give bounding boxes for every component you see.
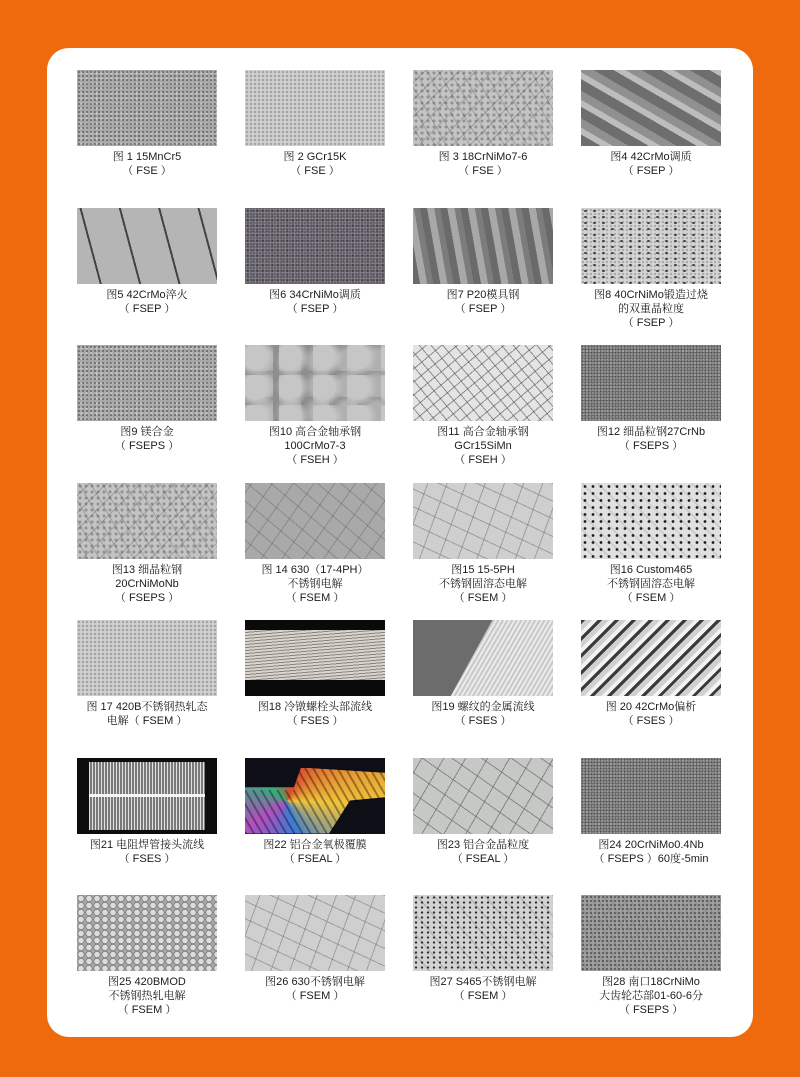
micrograph-image — [245, 620, 385, 696]
caption-line: （ FSES ） — [118, 852, 176, 865]
micrograph-image — [77, 758, 217, 834]
caption-line: 图26 630不锈钢电解 — [265, 976, 365, 988]
figure-caption — [403, 288, 563, 316]
micrograph-image — [77, 345, 217, 421]
caption-line: （ FSEPS ） — [618, 440, 684, 452]
figure-caption — [403, 838, 563, 866]
figure-cell — [581, 895, 721, 1033]
caption-line: 图22 铝合金氧极覆膜 — [263, 838, 367, 851]
micrograph-detail — [245, 758, 385, 834]
figure-cell — [77, 620, 217, 758]
caption-line: （ FSEPS ）60度-5min — [593, 852, 709, 865]
figure-caption — [403, 975, 563, 1003]
micrograph-grid — [77, 70, 721, 1033]
caption-line: 图6 34CrNiMo调质 — [269, 288, 361, 301]
caption-line: 图9 镁合金 — [120, 426, 174, 438]
figure-cell — [413, 758, 553, 896]
figure-cell — [245, 483, 385, 621]
figure-cell — [245, 345, 385, 483]
micrograph-image — [413, 483, 553, 559]
caption-line: 图 2 GCr15K — [283, 151, 347, 163]
micrograph-image — [581, 70, 721, 146]
caption-line: （ FSEPS ） — [114, 440, 180, 452]
caption-line: 不锈钢热轧电解 — [108, 990, 186, 1002]
figure-cell — [413, 895, 553, 1033]
micrograph-image — [77, 895, 217, 971]
micrograph-image — [245, 70, 385, 146]
figure-cell — [77, 483, 217, 621]
micrograph-image — [245, 758, 385, 834]
caption-line: （ FSE ） — [290, 165, 340, 177]
figure-cell — [77, 345, 217, 483]
figure-caption — [403, 563, 563, 605]
caption-line: 不锈钢固溶态电解 — [607, 577, 695, 590]
figure-caption — [571, 700, 731, 728]
figure-caption — [67, 700, 227, 728]
figure-cell — [245, 758, 385, 896]
content-panel — [47, 48, 753, 1037]
figure-cell — [245, 895, 385, 1033]
micrograph-image — [245, 345, 385, 421]
micrograph-image — [245, 483, 385, 559]
caption-line: 图10 高合金轴承钢 — [268, 426, 362, 438]
figure-caption — [571, 975, 731, 1017]
figure-cell — [581, 758, 721, 896]
figure-cell — [581, 208, 721, 346]
micrograph-image — [245, 208, 385, 284]
figure-cell — [581, 483, 721, 621]
caption-line: （ FSEP ） — [454, 302, 512, 315]
figure-cell — [245, 70, 385, 208]
figure-caption — [571, 150, 731, 178]
caption-line: （ FSE ） — [458, 165, 508, 177]
micrograph-image — [413, 208, 553, 284]
caption-line: 图8 40CrNiMo锻造过烧 — [594, 288, 708, 301]
micrograph-image — [77, 70, 217, 146]
micrograph-image — [413, 895, 553, 971]
caption-line: 大齿轮芯部01-60-6分 — [599, 990, 703, 1002]
micrograph-detail — [245, 620, 385, 630]
caption-line: （ FSEP ） — [622, 316, 680, 329]
caption-line: 图19 螺纹的金属流线 — [431, 701, 535, 713]
figure-cell — [77, 70, 217, 208]
figure-caption — [571, 563, 731, 605]
micrograph-image — [413, 345, 553, 421]
figure-caption — [67, 563, 227, 605]
figure-caption — [235, 975, 395, 1003]
caption-line: 图4 42CrMo调质 — [610, 151, 692, 163]
caption-line: 图11 高合金轴承钢 — [437, 426, 529, 438]
figure-cell — [581, 345, 721, 483]
caption-line: （ FSEM ） — [453, 990, 513, 1002]
micrograph-image — [581, 758, 721, 834]
micrograph-image — [581, 620, 721, 696]
figure-cell — [245, 208, 385, 346]
micrograph-image — [581, 483, 721, 559]
figure-cell — [413, 70, 553, 208]
caption-line: 图 17 420B不锈钢热轧态 — [86, 701, 208, 713]
caption-line: （ FSEPS ） — [114, 591, 180, 604]
caption-line: （ FSES ） — [454, 715, 512, 727]
caption-line: （ FSES ） — [622, 715, 680, 727]
caption-line: （ FSEM ） — [453, 591, 513, 604]
micrograph-image — [413, 620, 553, 696]
figure-caption — [235, 425, 395, 467]
micrograph-image — [77, 620, 217, 696]
figure-caption — [235, 838, 395, 866]
caption-line: 图21 电阻焊管接头流线 — [89, 838, 205, 851]
caption-line: （ FSES ） — [286, 715, 344, 727]
caption-line: （ FSEM ） — [621, 591, 681, 604]
micrograph-image — [581, 895, 721, 971]
caption-line: GCr15SiMn — [454, 440, 512, 452]
caption-line: 图15 15-5PH — [451, 563, 515, 576]
caption-line: 图7 P20模具钢 — [446, 288, 520, 301]
micrograph-image — [413, 70, 553, 146]
figure-caption — [235, 288, 395, 316]
caption-line: 图 1 15MnCr5 — [112, 151, 182, 163]
caption-line: （ FSEM ） — [285, 591, 345, 604]
figure-caption — [403, 150, 563, 178]
caption-line: （ FSE ） — [122, 165, 172, 177]
caption-line: 不锈钢固溶态电解 — [439, 577, 527, 590]
caption-line: （ FSEP ） — [622, 165, 680, 177]
figure-cell — [77, 208, 217, 346]
caption-line: 100CrMo7-3 — [284, 440, 346, 452]
caption-line: 图16 Custom465 — [609, 563, 693, 576]
figure-caption — [67, 150, 227, 178]
caption-line: （ FSEAL ） — [451, 852, 515, 865]
figure-caption — [67, 425, 227, 453]
figure-cell — [413, 483, 553, 621]
caption-line: 图24 20CrNiMo0.4Nb — [598, 838, 704, 851]
figure-caption — [235, 700, 395, 728]
micrograph-image — [77, 208, 217, 284]
caption-line: 图 14 630（17-4PH） — [261, 563, 369, 576]
caption-line: 图27 S465不锈钢电解 — [429, 976, 537, 988]
caption-line: （ FSEH ） — [286, 454, 344, 466]
caption-line: （ FSEPS ） — [618, 1004, 684, 1016]
figure-cell — [245, 620, 385, 758]
micrograph-image — [581, 208, 721, 284]
caption-line: 电解（ FSEM ） — [106, 715, 188, 727]
figure-caption — [571, 838, 731, 866]
figure-caption — [403, 700, 563, 728]
caption-line: 图23 铝合金晶粒度 — [436, 838, 530, 851]
caption-line: 图5 42CrMo淬火 — [106, 288, 188, 301]
caption-line: 图25 420BMOD — [108, 976, 186, 988]
caption-line: 图13 细晶粒钢 — [111, 563, 183, 576]
micrograph-detail — [443, 620, 553, 696]
caption-line: （ FSEM ） — [117, 1004, 177, 1016]
caption-line: 的双重晶粒度 — [618, 302, 684, 315]
figure-cell — [77, 895, 217, 1033]
micrograph-detail — [245, 680, 385, 696]
figure-cell — [413, 208, 553, 346]
caption-line: 图18 冷镦螺栓头部流线 — [257, 701, 373, 713]
caption-line: （ FSEM ） — [285, 990, 345, 1002]
figure-caption — [67, 838, 227, 866]
figure-caption — [235, 150, 395, 178]
figure-caption — [403, 425, 563, 467]
figure-cell — [581, 70, 721, 208]
figure-cell — [413, 620, 553, 758]
caption-line: 图 20 42CrMo偏析 — [605, 701, 697, 713]
caption-line: （ FSEAL ） — [283, 852, 347, 865]
micrograph-image — [245, 895, 385, 971]
figure-caption — [67, 288, 227, 316]
caption-line: 图 3 18CrNiMo7-6 — [438, 151, 528, 163]
micrograph-image — [581, 345, 721, 421]
caption-line: 图12 细晶粒钢27CrNb — [596, 426, 706, 438]
micrograph-image — [413, 758, 553, 834]
caption-line: （ FSEH ） — [454, 454, 512, 466]
caption-line: 不锈钢电解 — [287, 577, 343, 590]
figure-cell — [413, 345, 553, 483]
micrograph-detail — [89, 794, 205, 797]
caption-line: 图28 南口18CrNiMo — [602, 976, 700, 988]
figure-caption — [571, 425, 731, 453]
figure-caption — [571, 288, 731, 330]
caption-line: （ FSEP ） — [118, 302, 176, 315]
micrograph-image — [77, 483, 217, 559]
caption-line: 20CrNiMoNb — [115, 577, 179, 590]
figure-cell — [77, 758, 217, 896]
figure-cell — [581, 620, 721, 758]
figure-caption — [235, 563, 395, 605]
caption-line: （ FSEP ） — [286, 302, 344, 315]
figure-caption — [67, 975, 227, 1017]
